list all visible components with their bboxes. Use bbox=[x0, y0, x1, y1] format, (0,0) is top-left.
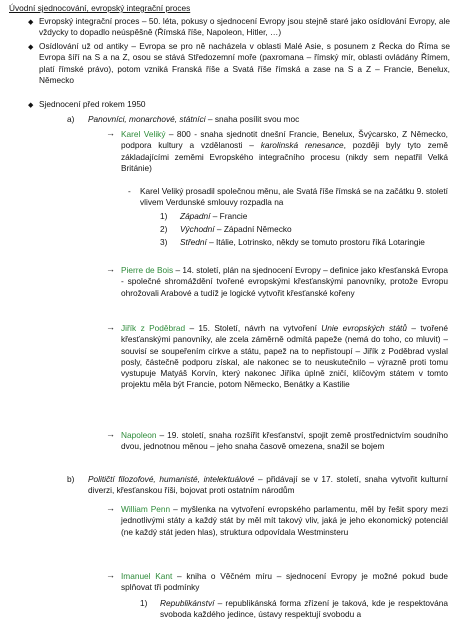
arrow-icon: → bbox=[106, 503, 115, 513]
arrow-icon: → bbox=[106, 322, 115, 332]
arrow-icon: → bbox=[106, 264, 115, 274]
part-item: Východní – Západní Německo bbox=[180, 224, 292, 234]
section-a-title: Panovníci, monarchové, státníci – snaha posílit svou moc bbox=[88, 114, 300, 124]
bullet-paragraph: Sjednocení před rokem 1950 bbox=[39, 99, 146, 109]
part-number: 3) bbox=[160, 237, 168, 247]
part-item: Západní – Francie bbox=[180, 211, 248, 221]
arrow-icon: → bbox=[106, 429, 115, 439]
person-name: Napoleon bbox=[121, 430, 157, 440]
bullet-paragraph: Evropský integrační proces – 50. léta, pokusy o sjednocení Evropy jsou stejně staré jako osídlování Evropy, ale vždycky to dopadlo neúspěšně (Římská říše, Napoleon, Hitler, …) bbox=[39, 16, 450, 38]
condition-item: Republikánství – republikánská forma zřízení je taková, kde je respektována svoboda každého jedince, ústavy respektují svobodu a bbox=[160, 598, 448, 620]
dash-icon: - bbox=[128, 186, 131, 196]
jirik-paragraph: Jiřík z Poděbrad – 15. Století, návrh na vytvoření Unie evropských států – tvořené křesťanskými panovníky, ale zcela záměrně odmítá papeže (nemá do toho, co mluvit) – souvisí se soupeřením církve a státu, papež na to nepřistoupí – Jiřík z Poděbrad vyslal posly, částečně podporu získal, ale nakonec se to neuskutečnilo – výrazně proti tomu vystupuje Matyáš Korvín, který nakonec Jiříka úplně zničí, klíčovým státem v tomto projektu měla být Francie, potom Německo, Benátky a Kastilie bbox=[121, 323, 448, 390]
person-name: Karel Veliký bbox=[121, 129, 166, 139]
person-name: Pierre de Bois bbox=[121, 265, 174, 275]
section-b-title: Političtí filozofové, humanisté, intelektuálové – přidávají se v 17. století, snaha vytvořit kulturní diverzi, křesťanskou říši, bojovat proti ostatním národům bbox=[88, 474, 448, 496]
part-number: 1) bbox=[160, 211, 168, 221]
bullet-icon: ◆ bbox=[28, 102, 34, 109]
section-label: b) bbox=[67, 474, 75, 484]
napoleon-paragraph: Napoleon – 19. století, snaha rozšířit křesťanství, spojit země prostřednictvím soudního dvou, jednotnou měnou – jeho snaha časově omezena, snažil se bojem bbox=[121, 430, 448, 452]
karel-paragraph: Karel Veliký – 800 - snaha sjednotit dnešní Francie, Benelux, Švýcarsko, Z Německo, podpora kultury a vzdělanosti – karolinská renesance, později byly tyto země základajícími zeměmi Evropského integračního procesu (nikdy sem nepatřil Velká Británie) bbox=[121, 129, 448, 173]
person-name: Imanuel Kant bbox=[121, 571, 173, 581]
karel-sub: Karel Veliký prosadil společnou měnu, ale Svatá říše římská se na začátku 9. století vlivem Verdunské smlouvy rozpadla na bbox=[140, 186, 448, 208]
section-label: a) bbox=[67, 114, 75, 124]
bullet-paragraph: Osídlování už od antiky – Evropa se pro ně nacházela v oblasti Malé Asie, s posunem z Řecka do Říma se Evropa šíří na S a na Z, osou se stává Středozemní moře (paxromana – římský mír, oblasti ovládány Římem, platí římské právo), potom vzniká Franská říše a Svatá říše římská a zase na S a Z – Francie, Benelux, Německo bbox=[39, 41, 450, 85]
arrow-icon: → bbox=[106, 128, 115, 138]
person-name: Jiřík z Poděbrad bbox=[121, 323, 186, 333]
part-number: 2) bbox=[160, 224, 168, 234]
bullet-icon: ◆ bbox=[28, 44, 34, 51]
kant-paragraph: Imanuel Kant – kniha o Věčném míru – sjednocení Evropy je možné pokud bude splňovat tři podmínky bbox=[121, 571, 449, 593]
person-name: William Penn bbox=[121, 504, 171, 514]
arrow-icon: → bbox=[106, 570, 115, 580]
penn-paragraph: William Penn – myšlenka na vytvoření evropského parlamentu, měl by řešit spory mezi jednotlivými státy a každý stát by měl mít takový vliv, jaká je jeho ekonomický potenciál (ne každý stát jeden hlas), struktura odpovídala Westminsteru bbox=[121, 504, 448, 537]
page-heading: Úvodní sjednocování, evropský integrační proces bbox=[9, 3, 191, 13]
part-item: Střední – Itálie, Lotrinsko, někdy se tomuto prostoru říká Lotaringie bbox=[180, 237, 425, 247]
condition-number: 1) bbox=[140, 598, 148, 608]
pierre-paragraph: Pierre de Bois – 14. století, plán na sjednocení Evropy – definice jako křesťanská Evropa - společné shromáždění tvořené evropskými křesťanskými panovníky, protože Evropu ohrožovali Arabové a tudíž je logické vytvořit křesťanské kořeny bbox=[121, 265, 448, 298]
bullet-icon: ◆ bbox=[28, 19, 34, 26]
